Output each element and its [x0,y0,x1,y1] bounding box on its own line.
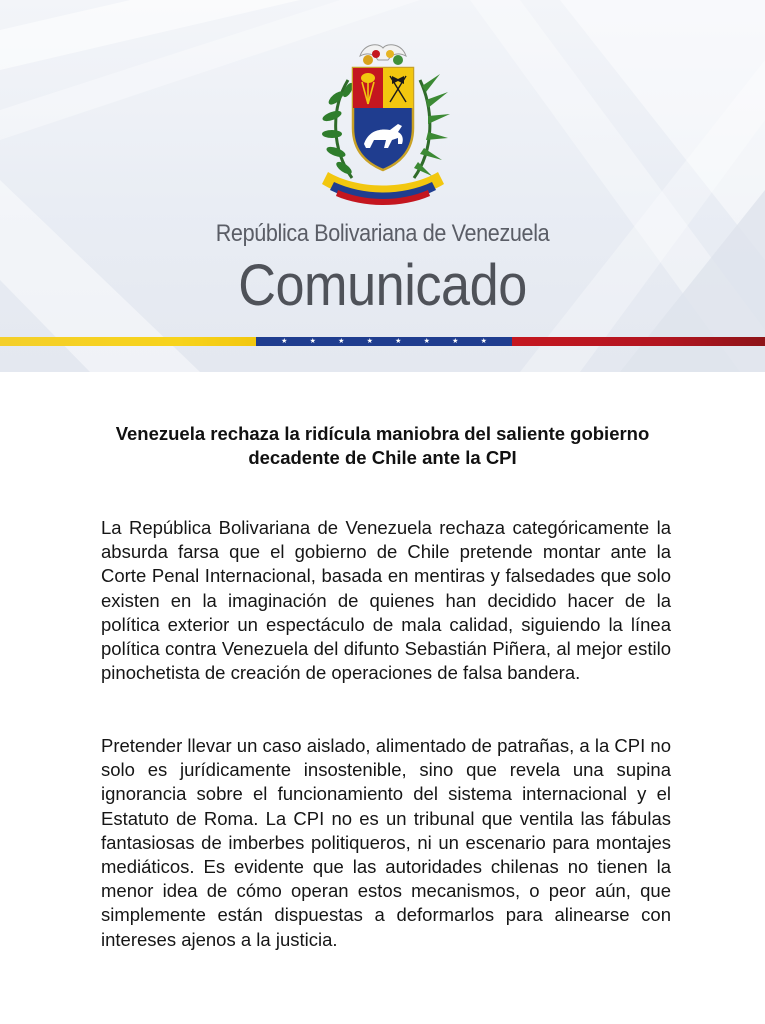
paragraph-1: La República Bolivariana de Venezuela rechaza categóricamente la absurda farsa que el gobierno de Chile pretende montar ante la Corte Penal Internacional, basada en mentiras y falsedades que solo existen en la imaginación de quienes han decidido hacer de la política exterior un espectáculo de mala calidad, siguiendo la línea política contra Venezuela del difunto Sebastián Piñera, al mejor estilo pinochetista de creación de operaciones de falsa bandera. [101,517,671,684]
star-icon: ★ [309,338,316,345]
star-icon: ★ [281,338,288,345]
headline: Venezuela rechaza la ridícula maniobra del saliente gobierno decadente de Chile ante la CPI [115,423,650,468]
star-icon: ★ [423,338,430,345]
header-banner [0,0,765,372]
flag-yellow-band [0,337,256,346]
star-icon: ★ [395,338,402,345]
republic-subtitle: República Bolivariana de Venezuela [215,220,550,247]
coat-of-arms-icon [308,40,458,208]
star-icon: ★ [366,338,373,345]
star-icon: ★ [452,338,459,345]
flag-stripe [0,337,765,346]
flag-red-band [512,337,765,346]
flag-blue-band [256,337,512,346]
star-icon: ★ [480,338,487,345]
paragraph-2: Pretender llevar un caso aislado, alimentado de patrañas, a la CPI no solo es jurídicamente insostenible, sino que revela una supina ignorancia sobre el funcionamiento del sistema internacional y el Estatuto de Roma. La CPI no es un tribunal que ventila las fábulas fantasiosas de imberbes politiqueros, ni un escenario para montajes mediáticos. Es evidente que las autoridades chilenas no tienen la menor idea de cómo operan estos mecanismos, o peor aún, que simplemente están dispuestas a deformarlos para alinearse con intereses ajenos a la justicia. [101,735,671,950]
star-icon: ★ [338,338,345,345]
page-title: Comunicado [238,253,527,318]
